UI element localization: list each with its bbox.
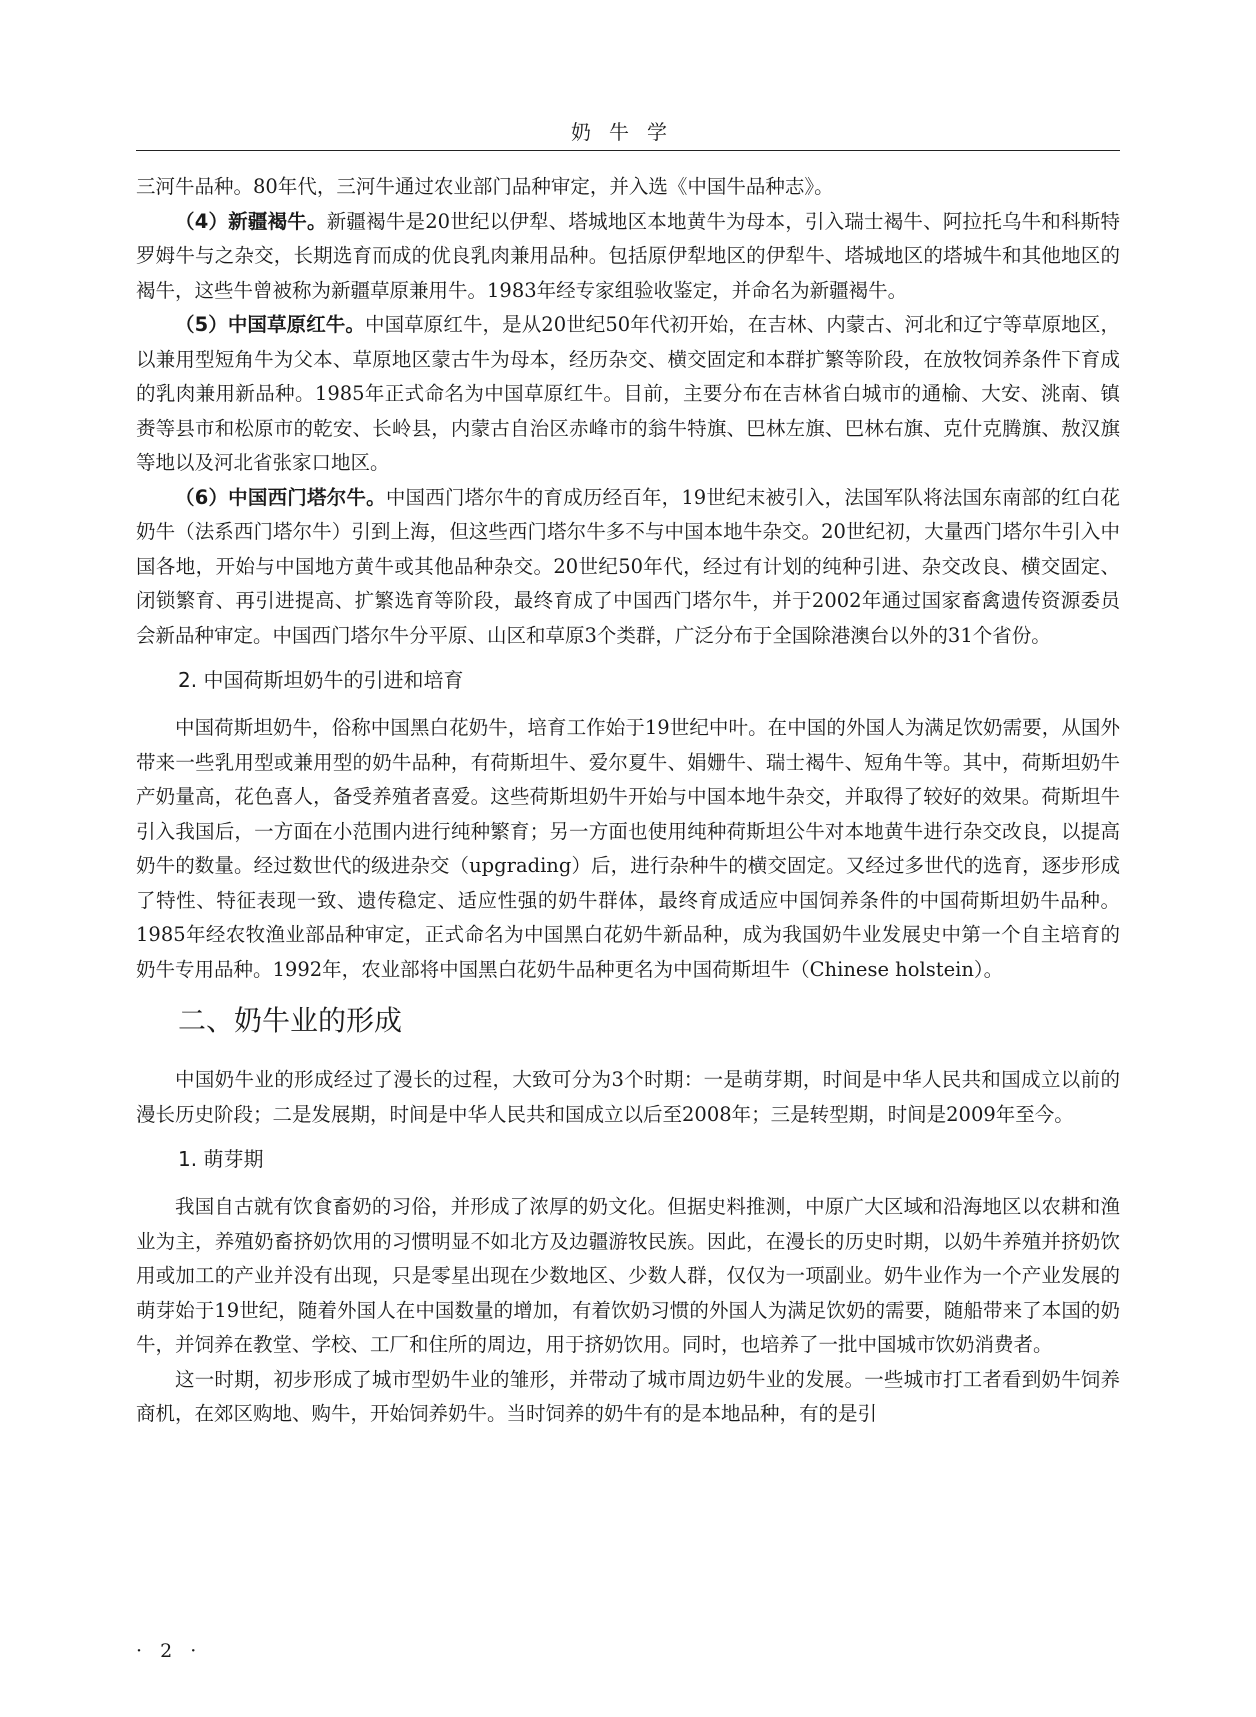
paragraph-xinjiang-brown xyxy=(136,205,1120,309)
page-body xyxy=(136,170,1120,1432)
paragraph-simmental xyxy=(136,481,1120,654)
subheading-holstein: 2. 中国荷斯坦奶牛的引进和培育 xyxy=(178,668,464,692)
section-title: 二、奶牛业的形成 xyxy=(178,1004,403,1037)
item-text-simmental: 中国西门塔尔牛的育成历经百年，19世纪末被引入，法国军队将法国东南部的红白花奶牛（法系西门塔尔牛）引到上海，但这些西门塔尔牛多不与中国本地牛杂交。20世纪初，大量西门塔尔牛引入中国各地，开始与中国地方黄牛或其他品种杂交。20世纪50年代，经过有计划的纯种引进、杂交改良、横交固定、闭锁繁育、再引进提高、扩繁选育等阶段，最终育成了中国西门塔尔牛，并于2002年通过国家畜禽遗传资源委员会新品种审定。中国西门塔尔牛分平原、山区和草原3个类群，广泛分布于全国除港澳台以外的31个省份。 xyxy=(136,485,1120,647)
document-page xyxy=(136,0,1120,1717)
item-text-grassland-red: 中国草原红牛，是从20世纪50年代初开始，在吉林、内蒙古、河北和辽宁等草原地区，以兼用型短角牛为父本、草原地区蒙古牛为母本，经历杂交、横交固定和本群扩繁等阶段，在放牧饲养条件下育成的乳肉兼用新品种。1985年正式命名为中国草原红牛。目前，主要分布在吉林省白城市的通榆、大安、洮南、镇赉等县市和松原市的乾安、长岭县，内蒙古自治区赤峰市的翁牛特旗、巴林左旗、巴林右旗、克什克腾旗、敖汉旗等地以及河北省张家口地区。 xyxy=(136,313,1120,474)
paragraph-sprouting: 我国自古就有饮食畜奶的习俗，并形成了浓厚的奶文化。但据史料推测，中原广大区域和沿海地区以农耕和渔业为主，养殖奶畜挤奶饮用的习惯明显不如北方及边疆游牧民族。因此，在漫长的历史时期，以奶牛养殖并挤奶饮用或加工的产业并没有出现，只是零星出现在少数地区、少数人群，仅仅为一项副业。奶牛业作为一个产业发展的萌芽始于19世纪，随着外国人在中国数量的增加，有着饮奶习惯的外国人为满足饮奶的需要，随船带来了本国的奶牛，并饲养在教堂、学校、工厂和住所的周边，用于挤奶饮用。同时，也培养了一批中国城市饮奶消费者。 xyxy=(136,1195,1120,1356)
item-heading-grassland-red: （5）中国草原红牛。 xyxy=(175,313,365,336)
page-number: · 2 · xyxy=(136,1640,203,1662)
paragraph-1: 三河牛品种。80年代，三河牛通过农业部门品种审定，并入选《中国牛品种志》。 xyxy=(136,175,834,198)
paragraph-urban-dairy: 这一时期，初步形成了城市型奶牛业的雏形，并带动了城市周边奶牛业的发展。一些城市打工者看到奶牛饲养商机，在郊区购地、购牛，开始饲养奶牛。当时饲养的奶牛有的是本地品种，有的是引 xyxy=(136,1367,1120,1425)
paragraph-grassland-red xyxy=(136,308,1120,481)
item-heading-simmental: （6）中国西门塔尔牛。 xyxy=(175,485,386,509)
item-text-xinjiang-brown: 新疆褐牛是20世纪以伊犁、塔城地区本地黄牛为母本，引入瑞士褐牛、阿拉托乌牛和科斯特罗姆牛与之杂交，长期选育而成的优良乳肉兼用品种。包括原伊犁地区的伊犁牛、塔城地区的塔城牛和其他地区的褐牛，这些牛曾被称为新疆草原兼用牛。1983年经专家组验收鉴定，并命名为新疆褐牛。 xyxy=(136,209,1120,302)
header-rule xyxy=(136,150,1120,151)
paragraph-holstein: 中国荷斯坦奶牛，俗称中国黑白花奶牛，培育工作始于19世纪中叶。在中国的外国人为满足饮奶需要，从国外带来一些乳用型或兼用型的奶牛品种，有荷斯坦牛、爱尔夏牛、娟姗牛、瑞士褐牛、短角牛等。其中，荷斯坦奶牛产奶量高，花色喜人，备受养殖者喜爱。这些荷斯坦奶牛开始与中国本地牛杂交，并取得了较好的效果。荷斯坦牛引入我国后，一方面在小范围内进行纯种繁育；另一方面也使用纯种荷斯坦公牛对本地黄牛进行杂交改良，以提高奶牛的数量。经过数世代的级进杂交（upgrading）后，进行杂种牛的横交固定。又经过多世代的选育，逐步形成了特性、特征表现一致、遗传稳定、适应性强的奶牛群体，最终育成适应中国饲养条件的中国荷斯坦奶牛品种。1985年经农牧渔业部品种审定，正式命名为中国黑白花奶牛新品种，成为我国奶牛业发展史中第一个自主培育的奶牛专用品种。1992年，农业部将中国黑白花奶牛品种更名为中国荷斯坦牛（Chinese holstein）。 xyxy=(136,716,1120,981)
running-head-title: 奶牛学 xyxy=(571,120,685,144)
subheading-sprouting: 1. 萌芽期 xyxy=(178,1147,264,1171)
item-heading-xinjiang-brown: （4）新疆褐牛。 xyxy=(175,209,327,233)
paragraph-periods: 中国奶牛业的形成经过了漫长的过程，大致可分为3个时期：一是萌芽期，时间是中华人民共和国成立以前的漫长历史阶段；二是发展期，时间是中华人民共和国成立以后至2008年；三是转型期，时间是2009年至今。 xyxy=(136,1068,1120,1126)
